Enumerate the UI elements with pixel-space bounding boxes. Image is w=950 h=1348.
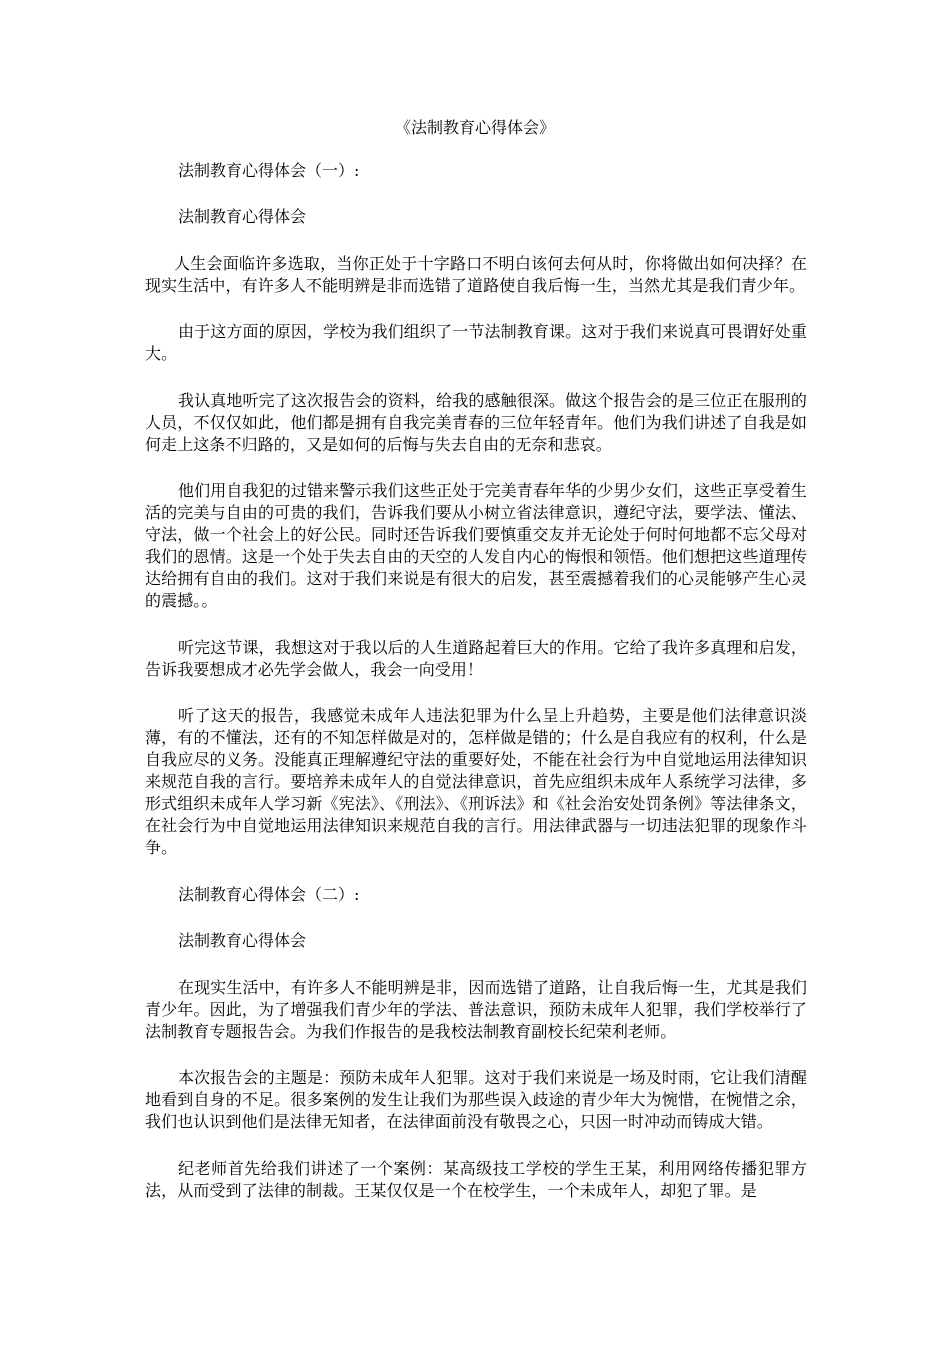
section-heading-one: 法制教育心得体会（一）: [178, 161, 360, 180]
paragraph-gap [145, 906, 807, 930]
document-title: 《法制教育心得体会》 [394, 118, 555, 137]
body-paragraph: 他们用自我犯的过错来警示我们这些正处于完美青春年华的少男少女们，这些正享受着生活的完美与自由的可贵的我们，告诉我们要从小树立省法律意识，遵纪守法，要学法、懂法、守法，做一个社会上的好公民。同时还告诉我们要慎重交友并无论处于何时何地都不忘父母对我们的恩情。这是一个处于失去自由的天空的人发自内心的悔恨和领悟。他们想把这些道理传达给拥有自由的我们。这对于我们来说是有很大的启发，甚至震撼着我们的心灵能够产生心灵的震撼。。 [145, 481, 807, 610]
paragraph-gap [145, 681, 807, 705]
paragraph-gap [145, 365, 807, 390]
section-subtitle-two: 法制教育心得体会 [178, 931, 307, 950]
body-paragraph: 纪老师首先给我们讲述了一个案例：某高级技工学校的学生王某，利用网络传播犯罪方法，从而受到了法律的制裁。王某仅仅是一个在校学生，一个未成年人，却犯了罪。是 [145, 1159, 807, 1200]
body-paragraph: 听完这节课，我想这对于我以后的人生道路起着巨大的作用。它给了我许多真理和启发，告诉我要想成才必先学会做人，我会一向受用！ [145, 638, 807, 679]
paragraph-gap [145, 228, 807, 253]
paragraph-gap [145, 952, 807, 977]
document-body [145, 160, 807, 1202]
body-paragraph: 听了这天的报告，我感觉未成年人违法犯罪为什么呈上升趋势，主要是他们法律意识淡薄，有的不懂法，还有的不知怎样做是对的，怎样做是错的；什么是自我应有的权利，什么是自我应尽的义务。没能真正理解遵纪守法的重要好处，不能在社会行为中自觉地运用法律知识来规范自我的言行。要培养未成年人的自觉法律意识，首先应组织未成年人系统学习法律，多形式组织未成年人学习新《宪法》、《刑法》、《刑诉法》和《社会治安处罚条例》等法律条文，在社会行为中自觉地运用法律知识来规范自我的言行。用法律武器与一切违法犯罪的现象作斗争。 [145, 706, 807, 857]
section-heading-two: 法制教育心得体会（二）: [178, 885, 360, 904]
body-paragraph: 在现实生活中，有许多人不能明辨是非，因而选错了道路，让自我后悔一生，尤其是我们青少年。因此，为了增强我们青少年的学法、普法意识，预防未成年人犯罪，我们学校举行了法制教育专题报告会。为我们作报告的是我校法制教育副校长纪荣利老师。 [145, 978, 807, 1041]
paragraph-gap [145, 1133, 807, 1158]
paragraph-gap [145, 612, 807, 637]
body-paragraph: 我认真地听完了这次报告会的资料，给我的感触很深。做这个报告会的是三位正在服刑的人员，不仅仅如此，他们都是拥有自我完美青春的三位年轻青年。他们为我们讲述了自我是如何走上这条不归路的，又是如何的后悔与失去自由的无奈和悲哀。 [145, 391, 807, 454]
body-paragraph: 人生会面临许多选取，当你正处于十字路口不明白该何去何从时，你将做出如何决择？在现实生活中，有许多人不能明辨是非而选错了道路使自我后悔一生，当然尤其是我们青少年。 [145, 254, 807, 295]
body-paragraph: 由于这方面的原因，学校为我们组织了一节法制教育课。这对于我们来说真可畏谓好处重大。 [145, 322, 807, 363]
section-subtitle-one: 法制教育心得体会 [178, 207, 307, 226]
paragraph-gap [145, 859, 807, 884]
paragraph-gap [145, 182, 807, 206]
paragraph-gap [145, 297, 807, 321]
paragraph-gap [145, 1043, 807, 1067]
body-paragraph: 本次报告会的主题是：预防未成年人犯罪。这对于我们来说是一场及时雨，它让我们清醒地看到自身的不足。很多案例的发生让我们为那些误入歧途的青少年大为惋惜，在惋惜之余，我们也认识到他们是法律无知者，在法律面前没有敬畏之心，只因一时冲动而铸成大错。 [145, 1068, 807, 1131]
paragraph-gap [145, 456, 807, 480]
